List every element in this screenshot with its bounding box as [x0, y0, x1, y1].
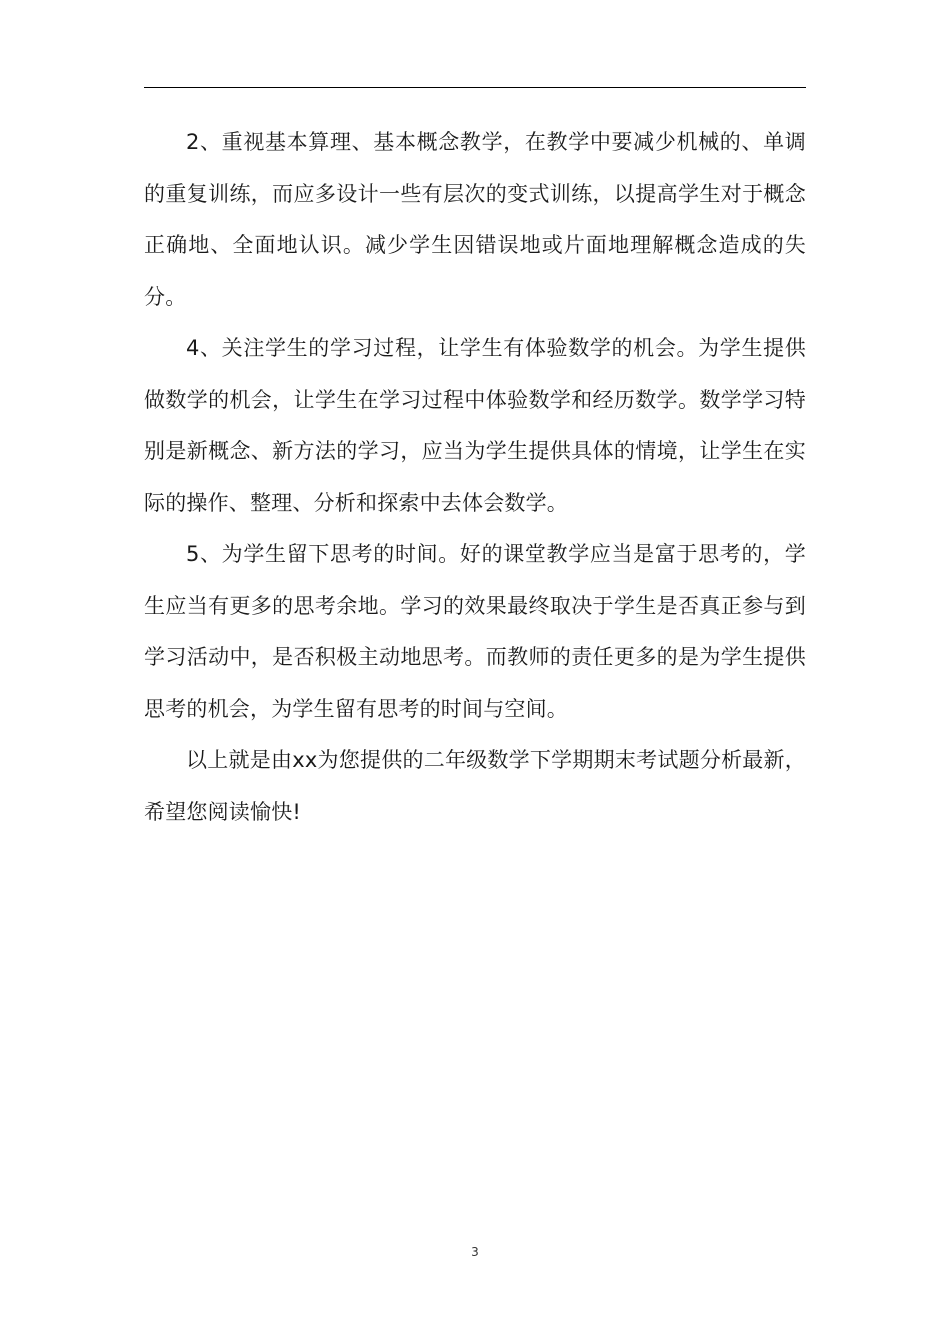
paragraph-item-2: 2、重视基本算理、基本概念教学，在教学中要减少机械的、单调的重复训练，而应多设计一些有层次的变式训练，以提高学生对于概念正确地、全面地认识。减少学生因错误地或片面地理解概念造成的失分。 — [144, 130, 806, 309]
paragraph-item-5: 5、为学生留下思考的时间。好的课堂教学应当是富于思考的，学生应当有更多的思考余地。学习的效果最终取决于学生是否真正参与到学习活动中，是否积极主动地思考。而教师的责任更多的是为学生提供思考的机会，为学生留有思考的时间与空间。 — [144, 542, 806, 721]
paragraph-item-4: 4、关注学生的学习过程，让学生有体验数学的机会。为学生提供做数学的机会，让学生在学习过程中体验数学和经历数学。数学学习特别是新概念、新方法的学习，应当为学生提供具体的情境，让学生在实际的操作、整理、分析和探索中去体会数学。 — [144, 336, 806, 515]
header-rule — [144, 87, 806, 88]
document-body — [144, 117, 806, 838]
closing-paragraph: 以上就是由xx为您提供的二年级数学下学期期末考试题分析最新，希望您阅读愉快! — [144, 748, 806, 824]
page-number: 3 — [471, 1245, 479, 1259]
